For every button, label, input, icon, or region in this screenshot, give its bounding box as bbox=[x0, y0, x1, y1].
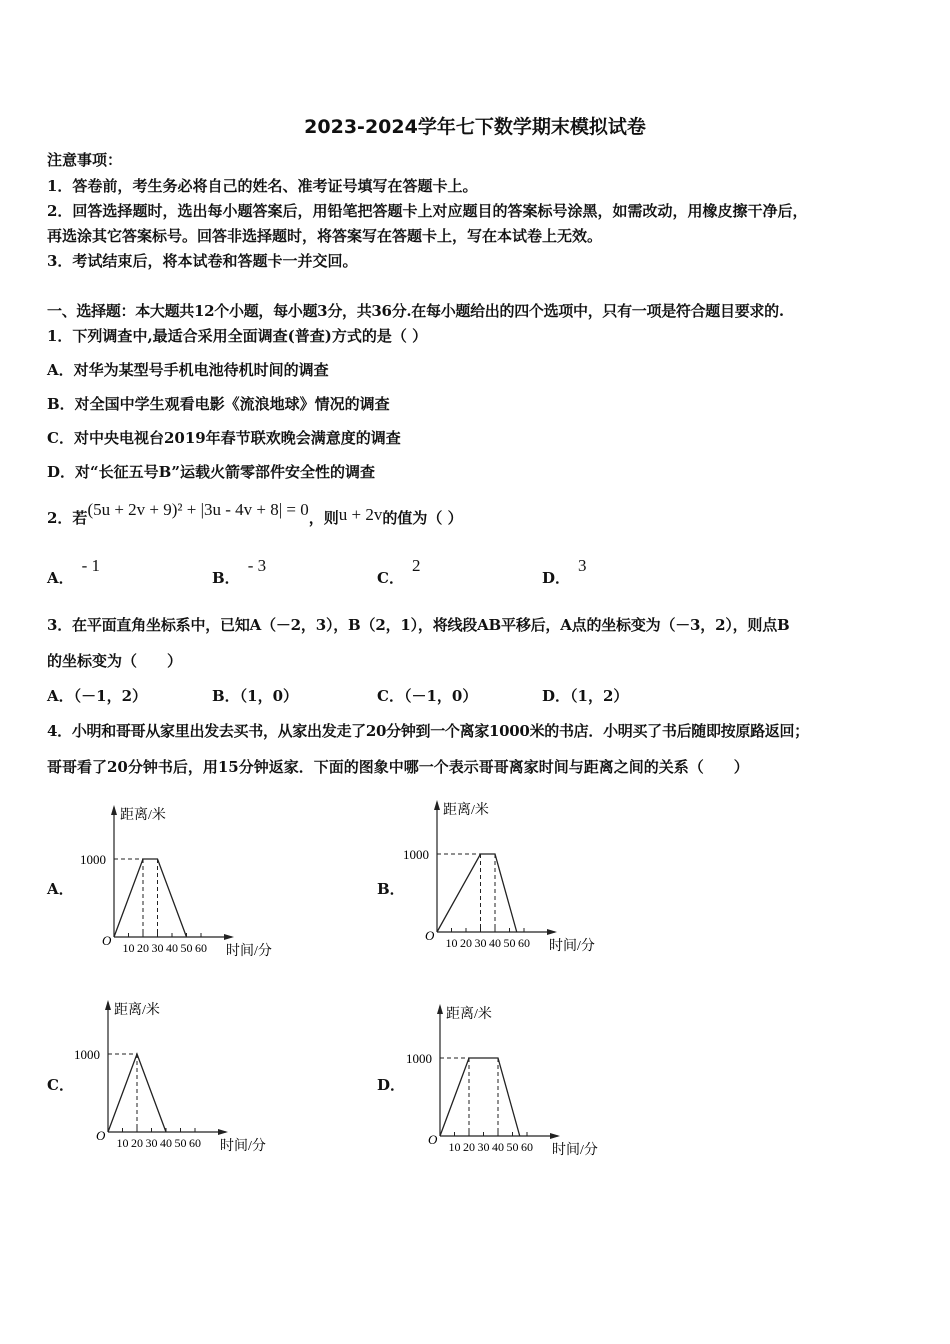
x-tick-label: 50 bbox=[506, 1140, 519, 1154]
option-value: 3 bbox=[578, 556, 587, 575]
y-axis-label: 距离/米 bbox=[114, 1003, 160, 1018]
question-3-line1: 3．在平面直角坐标系中，已知A（－2，3），B（2，1），将线段AB平移后，A点的坐标变为（－3，2），则点B bbox=[47, 616, 790, 634]
notes-heading: 注意事项： bbox=[47, 151, 123, 169]
q1-option-c: C．对中央电视台2019年春节联欢晚会满意度的调查 bbox=[47, 429, 401, 447]
x-tick-label: 20 bbox=[137, 941, 149, 955]
origin-label: O bbox=[425, 928, 435, 943]
page-title: 2023-2024学年七下数学期末模拟试卷 bbox=[304, 116, 646, 138]
note-item: 3．考试结束后，将本试卷和答题卡一并交回。 bbox=[47, 252, 358, 270]
option-label: B． bbox=[212, 569, 240, 587]
x-axis-arrow-icon bbox=[550, 1133, 560, 1139]
x-axis-label: 时间/分 bbox=[226, 944, 272, 959]
distance-line bbox=[437, 854, 517, 932]
x-tick-label: 60 bbox=[195, 941, 207, 955]
q1-option-a: A．对华为某型号手机电池待机时间的调查 bbox=[47, 361, 329, 379]
x-tick-label: 30 bbox=[145, 1136, 158, 1150]
question-2-stem bbox=[47, 500, 463, 528]
y-axis-label: 距离/米 bbox=[446, 1007, 492, 1022]
option-value: - 3 bbox=[247, 556, 267, 575]
origin-label: O bbox=[428, 1132, 438, 1147]
x-tick-label: 50 bbox=[503, 936, 516, 950]
x-tick-label: 30 bbox=[151, 941, 164, 955]
q3-option-a: A．（－1，2） bbox=[47, 687, 148, 705]
q2-option-b bbox=[212, 556, 267, 588]
x-axis-label: 时间/分 bbox=[549, 939, 595, 954]
x-axis-label: 时间/分 bbox=[220, 1139, 266, 1154]
q2-suffix: 的值为（ ） bbox=[382, 509, 463, 527]
x-tick-label: 20 bbox=[460, 936, 472, 950]
q2-prefix: 2．若 bbox=[47, 509, 88, 527]
x-tick-label: 30 bbox=[474, 936, 487, 950]
question-3-line2: 的坐标变为（ ） bbox=[47, 652, 183, 670]
graph-c bbox=[68, 990, 268, 1160]
option-value: - 1 bbox=[81, 556, 101, 575]
x-axis-arrow-icon bbox=[218, 1129, 228, 1135]
q3-option-b: B．（1，0） bbox=[212, 687, 299, 705]
origin-label: O bbox=[102, 933, 112, 948]
graph-a bbox=[74, 795, 274, 965]
x-tick-label: 40 bbox=[166, 941, 178, 955]
y-tick-label: 1000 bbox=[74, 1047, 100, 1062]
x-axis-label: 时间/分 bbox=[552, 1143, 598, 1158]
x-tick-label: 50 bbox=[174, 1136, 187, 1150]
x-axis-arrow-icon bbox=[224, 934, 234, 940]
section-heading: 一、选择题：本大题共12个小题，每小题3分，共36分.在每小题给出的四个选项中，只有一项是符合题目要求的. bbox=[47, 302, 784, 320]
note-item: 再选涂其它答案标号。回答非选择题时，将答案写在答题卡上，写在本试卷上无效。 bbox=[47, 227, 603, 245]
q2-equation: (5u + 2v + 9)² + |3u - 4v + 8| = 0 bbox=[87, 500, 309, 519]
q1-option-d: D．对“长征五号B”运载火箭零部件安全性的调查 bbox=[47, 463, 375, 481]
q4-option-c-label: C． bbox=[47, 1076, 74, 1094]
q2-option-c bbox=[377, 556, 421, 588]
x-tick-label: 60 bbox=[518, 936, 530, 950]
x-tick-label: 20 bbox=[463, 1140, 475, 1154]
x-tick-label: 40 bbox=[492, 1140, 504, 1154]
question-4-line2: 哥哥看了20分钟书后，用15分钟返家．下面的图象中哪一个表示哥哥离家时间与距离之间的关系（ ） bbox=[47, 758, 749, 776]
y-axis-arrow-icon bbox=[434, 800, 440, 810]
q3-option-d: D．（1，2） bbox=[542, 687, 629, 705]
q2-expression: u + 2v bbox=[338, 505, 383, 524]
origin-label: O bbox=[96, 1128, 106, 1143]
y-tick-label: 1000 bbox=[80, 852, 106, 867]
option-label: D． bbox=[542, 569, 571, 587]
x-tick-label: 20 bbox=[131, 1136, 143, 1150]
question-4-line1: 4．小明和哥哥从家里出发去买书，从家出发走了20分钟到一个离家1000米的书店．小明买了书后随即按原路返回； bbox=[47, 722, 809, 740]
x-tick-label: 40 bbox=[160, 1136, 172, 1150]
question-1-stem: 1．下列调查中,最适合采用全面调查(普查)方式的是（ ） bbox=[47, 327, 428, 345]
y-axis-label: 距离/米 bbox=[443, 803, 489, 818]
q1-option-b: B．对全国中学生观看电影《流浪地球》情况的调查 bbox=[47, 395, 390, 413]
x-tick-label: 10 bbox=[445, 936, 458, 950]
x-tick-label: 60 bbox=[521, 1140, 533, 1154]
y-tick-label: 1000 bbox=[403, 847, 429, 862]
x-tick-label: 50 bbox=[180, 941, 193, 955]
x-tick-label: 10 bbox=[116, 1136, 129, 1150]
y-axis-arrow-icon bbox=[437, 1004, 443, 1014]
graph-d bbox=[400, 994, 600, 1164]
graph-b bbox=[397, 790, 597, 960]
q4-option-b-label: B． bbox=[377, 880, 405, 898]
distance-line bbox=[114, 859, 187, 937]
y-axis-label: 距离/米 bbox=[120, 808, 166, 823]
y-axis-arrow-icon bbox=[111, 805, 117, 815]
option-label: C． bbox=[377, 569, 404, 587]
option-value: 2 bbox=[411, 556, 421, 575]
x-tick-label: 10 bbox=[448, 1140, 461, 1154]
distance-line bbox=[440, 1058, 520, 1136]
q2-option-d bbox=[542, 556, 587, 588]
q4-option-d-label: D． bbox=[377, 1076, 406, 1094]
q4-option-a-label: A． bbox=[47, 880, 74, 898]
q2-mid: ，则 bbox=[308, 509, 339, 527]
x-tick-label: 30 bbox=[477, 1140, 490, 1154]
option-label: A． bbox=[47, 569, 74, 587]
q3-option-c: C．（－1，0） bbox=[377, 687, 478, 705]
x-tick-label: 10 bbox=[122, 941, 135, 955]
x-axis-arrow-icon bbox=[547, 929, 557, 935]
x-tick-label: 60 bbox=[189, 1136, 201, 1150]
note-item: 2．回答选择题时，选出每小题答案后，用铅笔把答题卡上对应题目的答案标号涂黑，如需改动，用橡皮擦干净后， bbox=[47, 202, 808, 220]
q2-option-a bbox=[47, 556, 101, 588]
x-tick-label: 40 bbox=[489, 936, 501, 950]
y-axis-arrow-icon bbox=[105, 1000, 111, 1010]
note-item: 1．答卷前，考生务必将自己的姓名、准考证号填写在答题卡上。 bbox=[47, 177, 478, 195]
y-tick-label: 1000 bbox=[406, 1051, 432, 1066]
